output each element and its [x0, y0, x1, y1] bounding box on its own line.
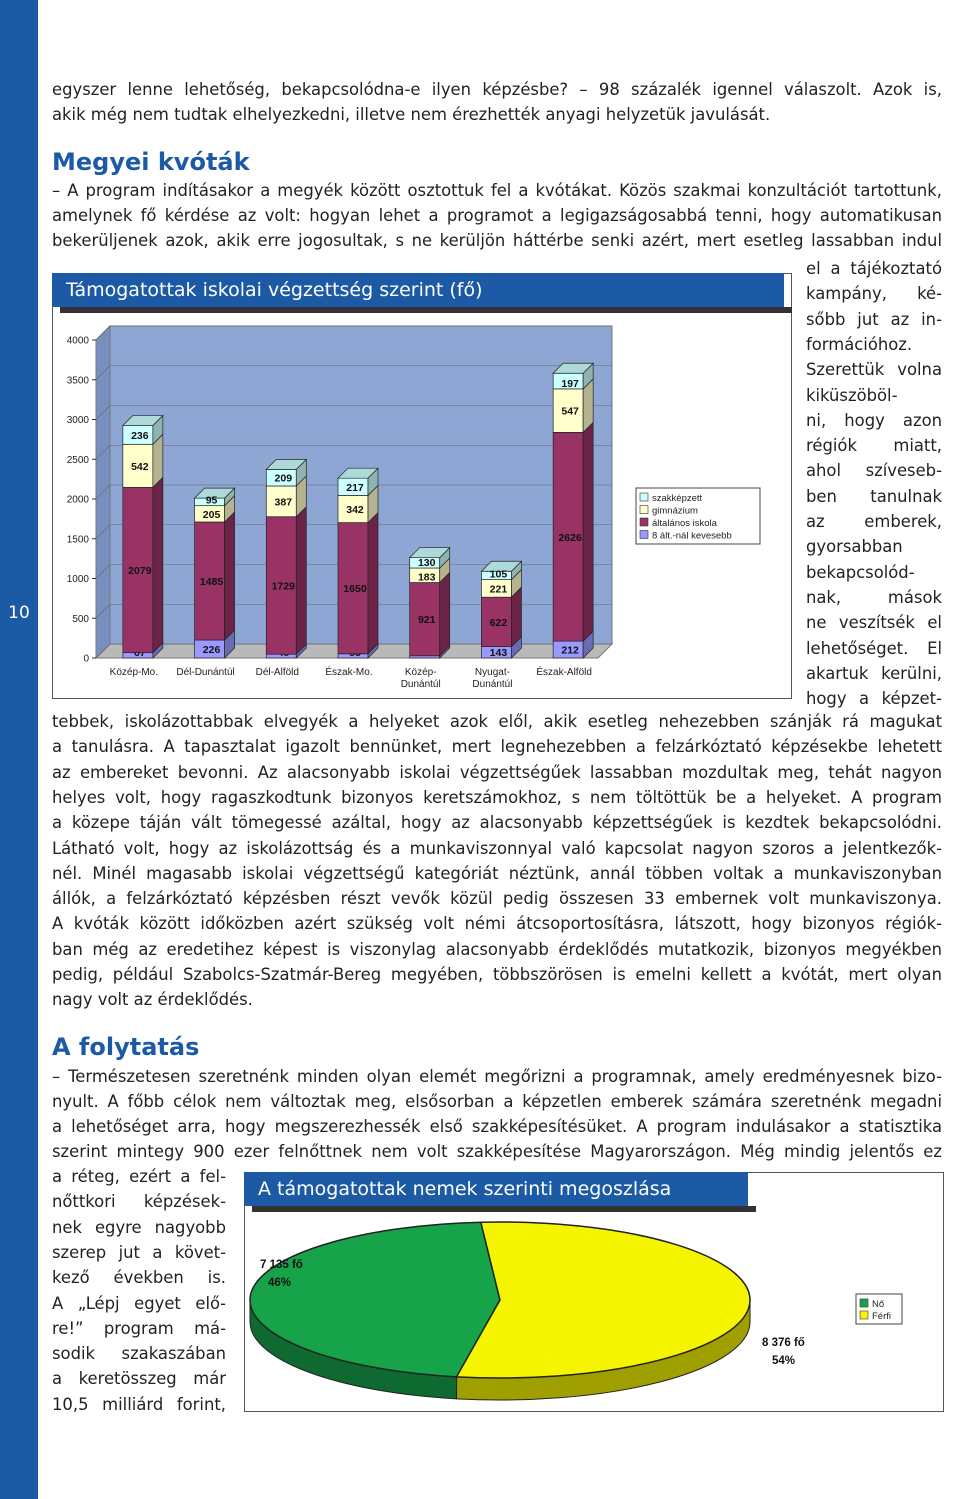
legend-swatch [640, 531, 648, 539]
data-label: 226 [202, 644, 221, 657]
side-column-line: régiók miatt, [806, 436, 942, 456]
education-chart-title: Támogatottak iskolai végzettség szerint (fő) [52, 273, 784, 307]
y-tick-label: 1500 [66, 534, 89, 546]
y-tick-label: 2000 [66, 494, 89, 506]
x-category-label: Dél-Alföld [255, 667, 299, 678]
side-column-line: 10,5 milliárd forint, [52, 1394, 226, 1414]
legend-entry: általános iskola [652, 518, 717, 529]
side-column-line: bekapcsolód- [806, 562, 915, 582]
pie-legend-swatch [860, 1311, 868, 1319]
side-column-line: sodik szakaszában [52, 1344, 226, 1364]
paragraph-intro-line-1: egyszer lenne lehetőség, bekapcsolódna-e ilyen képzésbe? – 98 százalék igennel válaszolt. Azok is, [52, 80, 942, 99]
bar-segment-side [296, 507, 306, 654]
side-column-line: a réteg, ezért a fel- [52, 1167, 226, 1186]
paragraph-quota-line: bekerüljenek azok, akik erre jogosultak, s ne kerüljön háttérbe senki azért, mert esetleg lassabban indul [52, 231, 942, 250]
side-column-line: kező években is. [52, 1268, 226, 1288]
legend-swatch [640, 506, 648, 514]
y-tick-label: 0 [83, 653, 89, 665]
paragraph-quota-continued-line: a tanulásra. A tapasztalat igazolt bennünket, mert legnehezebben a felzárkóztató képzésekbe lehetett [52, 737, 942, 757]
data-label: 1650 [343, 583, 367, 596]
data-label: 622 [489, 616, 508, 629]
paragraph-quota-line: – A program indításakor a megyék között osztottuk fel a kvótákat. Közös szakmai konzultációt tartottunk, [52, 181, 942, 200]
side-column-line: az emberek, [806, 512, 942, 531]
pie-percent-label: 54% [772, 1355, 796, 1367]
side-column-line: kampány, ké- [806, 284, 942, 304]
section-heading-megyei-kvotak: Megyei kvóták [52, 148, 250, 176]
side-column-line: Szerettük volna [806, 360, 942, 380]
side-column-line: lehetőséget. El [806, 638, 942, 658]
x-category-label: Észak-Mo. [325, 667, 373, 678]
x-category-label: Közép-Dunántúl [400, 667, 441, 690]
side-column-line: formációhoz. [806, 334, 913, 354]
legend-entry: 8 ált.-nál kevesebb [652, 530, 732, 542]
gender-chart-title: A támogatottak nemek szerinti megoszlása [244, 1172, 748, 1206]
bar-segment-side [368, 513, 378, 654]
data-label: 212 [561, 644, 579, 657]
bar-segment-side [440, 573, 450, 656]
y-tick-label: 4000 [66, 335, 89, 347]
bar-segment-side [225, 512, 235, 640]
paragraph-quota-continued-line: az embereket bevonni. Az alacsonyabb iskolai végzettségűek lassabban mozdultak meg, tehát nagyon [52, 762, 942, 782]
paragraph-quota-line: amelynek fő kérdése az volt: hogyan lehet a programot a legigazságosabbá tenni, hogy automatikusan [52, 206, 942, 225]
side-column-line: ben tanulnak [806, 486, 942, 506]
data-label: 921 [417, 614, 436, 627]
page-number: 10 [8, 603, 30, 623]
paragraph-continuation-line: a lehetőséget arra, hogy megszerezhessék első szakképesítésüket. A program indulásakor a statisztika [52, 1117, 942, 1136]
paragraph-quota-continued-line: a közepe táján vált tömegessé azáltal, hogy az alacsonyabb képzettségűek is kezdtek bekapcsolódni. [52, 813, 942, 833]
paragraph-quota-continued-line: állók, a felzárkóztató képzésben részt vevők közül pedig összesen 33 embernek volt munkaviszonya. [52, 889, 942, 909]
paragraph-continuation-line: – Természetesen szeretnénk minden olyan elemét megőrizni a programnak, amely eredményesnek bizo- [52, 1067, 942, 1086]
gender-chart [244, 1208, 942, 1410]
side-column-line: sőbb jut az in- [806, 309, 942, 329]
data-label: 542 [131, 460, 149, 473]
x-category-label: Közép-Mo. [109, 667, 159, 678]
paragraph-quota-continued-line: nél. Minél magasabb iskolai végzettségű kategóriát néztünk, annál többen voltak a munkaviszonyban [52, 863, 942, 883]
education-chart [52, 310, 790, 696]
data-label: 95 [205, 494, 218, 507]
data-label: 105 [489, 568, 508, 581]
side-column-line: nőttkori képzések- [52, 1192, 226, 1212]
paragraph-continuation-line: nyult. A főbb célok nem változtak meg, elsősorban a képzetlen emberek számára szeretnénk megadni [52, 1092, 942, 1111]
data-label: 2626 [558, 531, 582, 544]
x-category-label: Dél-Dunántúl [176, 667, 235, 678]
data-label: 387 [274, 496, 293, 509]
pie-legend-entry: Nő [872, 1299, 885, 1310]
paragraph-quota-continued-line: pedig, például Szabolcs-Szatmár-Bereg megyében, többszörösen is emelni kellett a kvótát, mert olyan [52, 965, 942, 984]
legend-swatch [640, 493, 648, 501]
side-column-line: a keretösszeg már [52, 1369, 226, 1389]
side-column-line: nek egyre nagyobb [52, 1217, 226, 1237]
data-label: 130 [417, 557, 436, 570]
legend-swatch [640, 518, 648, 526]
paragraph-quota-continued-line: ban még az eredetihez képest is viszonylag alacsonyabb érdeklődés mutatkozik, bizonyos megyékben [52, 939, 942, 959]
y-tick-label: 3500 [66, 375, 89, 387]
y-tick-label: 3000 [66, 415, 89, 426]
data-label: 221 [489, 583, 508, 596]
data-label: 236 [131, 429, 149, 442]
side-column-line: ahol szíveseb- [806, 461, 942, 481]
paragraph-quota-continued-line: Látható volt, hogy az iskolázottság és a munkaviszonnyal való kapcsolat nagyon szoros a jelentkezők- [52, 838, 942, 858]
data-label: 143 [489, 647, 508, 659]
data-label: 197 [561, 377, 579, 390]
y-tick-label: 2500 [66, 454, 89, 466]
paragraph-intro-line-2: akik még nem tudtak elhelyezkedni, illetve nem érezhették anyagi helyzetük javulását. [52, 105, 771, 124]
y-tick-label: 1000 [66, 574, 89, 585]
side-column-line: re!” program má- [52, 1318, 226, 1338]
y-tick-label: 500 [72, 613, 89, 625]
pie-value-label: 8 376 fő [762, 1337, 805, 1349]
paragraph-quota-continued-line: helyes volt, hogy ragaszkodtunk bizonyos keretszámokhoz, s nem töltöttük be a helyeket. A program [52, 787, 942, 807]
side-column-line: ni, hogy azon [806, 410, 942, 430]
section-heading-a-folytatas: A folytatás [52, 1033, 200, 1061]
side-column-line: akartuk kerülni, [806, 663, 942, 683]
page-number-tab [0, 590, 38, 638]
page-edge-bar [0, 0, 38, 1499]
data-label: 2079 [128, 565, 152, 578]
side-column-line: hogy a képzet- [806, 689, 942, 709]
side-column-line: szerep jut a követ- [52, 1242, 226, 1262]
data-label: 183 [417, 571, 436, 584]
pie-legend-swatch [860, 1299, 868, 1307]
paragraph-quota-continued-line: A kvóták között időközben azért szükség volt némi átcsoportosításra, látszott, hogy bizonyos régiók- [52, 914, 942, 934]
data-label: 205 [202, 508, 221, 521]
side-column-line: kiküszöböl- [806, 385, 898, 405]
x-category-label: Észak-Alföld [536, 667, 592, 678]
bar-segment-side [583, 422, 593, 641]
side-column-line: ne veszítsék el [806, 613, 942, 633]
side-column-line: gyorsabban [806, 537, 903, 557]
pie-value-label: 7 135 fő [260, 1259, 303, 1271]
side-column-line: nak, mások [806, 587, 942, 607]
paragraph-quota-continued-line: nagy volt az érdeklődés. [52, 990, 253, 1010]
side-column-line: el a tájékoztató [806, 259, 942, 278]
data-label: 342 [346, 504, 364, 517]
pie-percent-label: 46% [268, 1277, 292, 1289]
data-label: 547 [561, 405, 579, 418]
side-column-line: A „Lépj egyet elő- [52, 1293, 226, 1313]
bar-segment-side [153, 477, 163, 652]
data-label: 217 [346, 481, 364, 494]
legend-entry: gimnázium [652, 505, 698, 517]
data-label: 209 [274, 472, 293, 485]
pie-legend-entry: Férfi [872, 1311, 891, 1322]
data-label: 1485 [199, 576, 224, 589]
x-category-label: Nyugat-Dunántúl [472, 667, 513, 690]
paragraph-quota-continued-line: tebbek, iskolázottabbak elvegyék a helyeket azok elől, akik esetleg nehezebben szánják rá magukat [52, 712, 942, 731]
data-label: 1729 [271, 580, 295, 593]
paragraph-continuation-line: szerint mintegy 900 ezer felnőttnek nem volt szakképesítése Magyarországon. Még mindig jelentős ez [52, 1142, 942, 1161]
legend-entry: szakképzett [652, 493, 703, 504]
